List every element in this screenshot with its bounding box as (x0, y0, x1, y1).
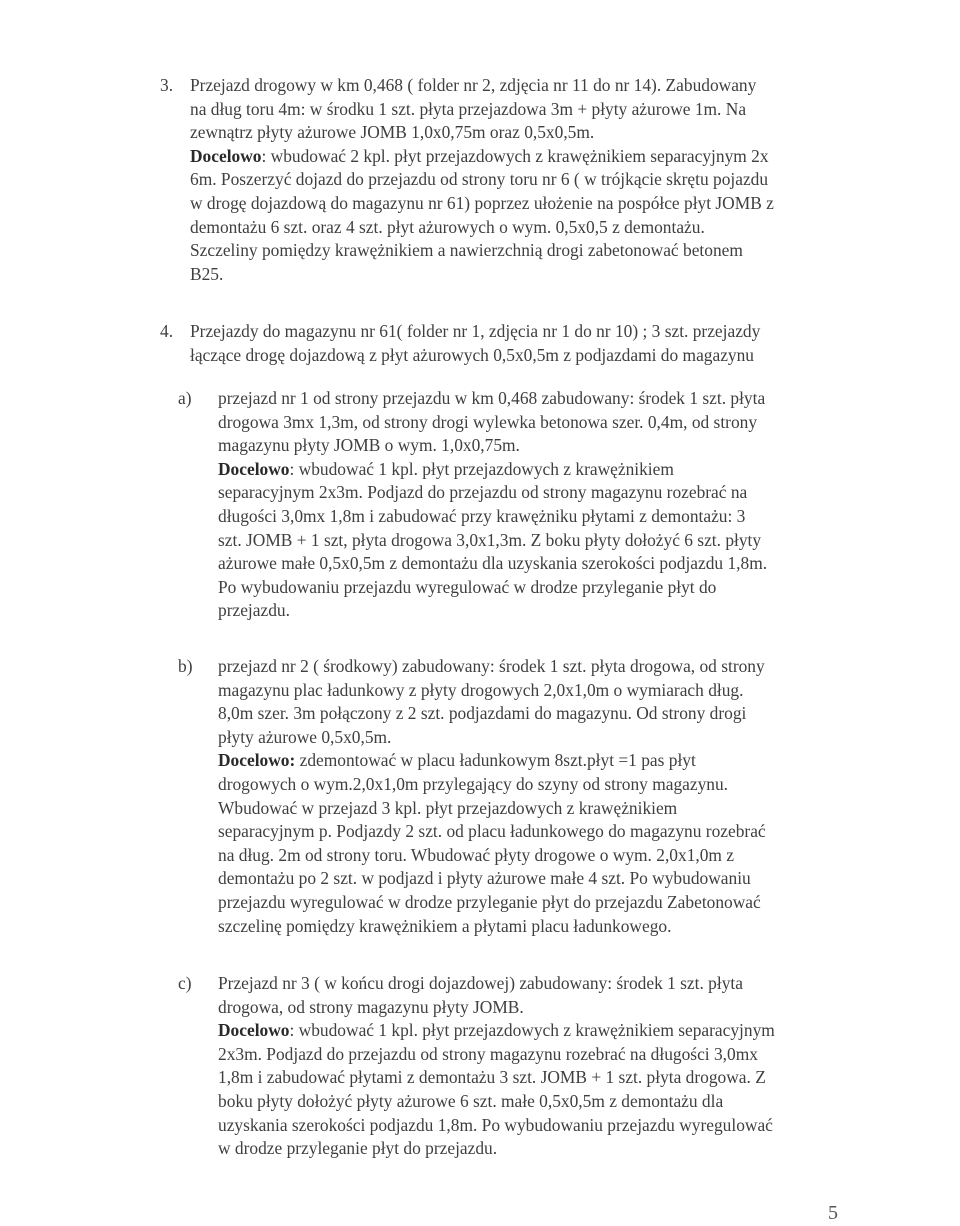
bold-label: Docelowo (218, 1020, 290, 1041)
line-text: szczelinę pomiędzy krawężnikiem a płytami placu ładunkowego. (218, 915, 672, 936)
line-text: Wbudować w przejazd 3 kpl. płyt przejazdowych z krawężnikiem (218, 797, 678, 818)
text-line (218, 844, 898, 868)
line-text: magazynu płyty JOMB o wym. 1,0x0,75m. (218, 435, 520, 456)
line-text: boku płyty dołożyć płyty ażurowe 6 szt. małe 0,5x0,5m z demontażu dla (218, 1090, 724, 1111)
text-line (218, 434, 898, 458)
text-line (218, 679, 898, 703)
text-line (190, 263, 890, 287)
line-text: : wbudować 1 kpl. płyt przejazdowych z krawężnikiem separacyjnym (289, 1020, 775, 1041)
line-text: drogowa 3mx 1,3m, od strony drogi wylewka betonowa szer. 0,4m, od strony (218, 411, 758, 432)
section-number: 3. (160, 75, 174, 95)
line-text: ażurowe małe 0,5x0,5m z demontażu dla uzyskania szerokości podjazdu 1,8m. (218, 553, 768, 574)
text-line (218, 820, 898, 844)
section-4 (160, 320, 890, 367)
text-line (218, 458, 898, 482)
subsection-c (178, 972, 898, 1161)
line-text: demontażu po 2 szt. w podjazd i płyty ażurowe małe 4 szt. Po wybudowaniu (218, 868, 751, 889)
text-line (218, 387, 898, 411)
text-line (218, 655, 898, 679)
text-line (218, 797, 898, 821)
text-line (218, 773, 898, 797)
text-line (218, 702, 898, 726)
text-line (218, 1066, 898, 1090)
text-line (218, 749, 898, 773)
text-line (218, 1090, 898, 1114)
text-line (190, 192, 890, 216)
subsection-text (218, 387, 898, 623)
line-text: szt. JOMB + 1 szt, płyta drogowa 3,0x1,3m. Z boku płyty dołożyć 6 szt. płyty (218, 529, 762, 550)
line-text: przejazdu wyregulować w drodze przyleganie płyt do przejazdu Zabetonować (218, 891, 761, 912)
text-line (190, 344, 890, 368)
line-text: przejazd nr 1 od strony przejazdu w km 0,468 zabudowany: środek 1 szt. płyta (218, 388, 766, 408)
subsection-a (178, 387, 898, 623)
line-text: B25. (190, 263, 224, 284)
line-text: Szczeliny pomiędzy krawężnikiem a nawierzchnią drogi zabetonować betonem (190, 240, 743, 261)
text-line (218, 891, 898, 915)
section-text (190, 320, 890, 367)
text-line (190, 145, 890, 169)
line-text: Przejazd drogowy w km 0,468 ( folder nr 2, zdjęcia nr 11 do nr 14). Zabudowany (190, 75, 757, 95)
text-line (218, 505, 898, 529)
section-text (190, 74, 890, 286)
line-text: na dług toru 4m: w środku 1 szt. płyta przejazdowa 3m + płyty ażurowe 1m. Na (190, 98, 747, 119)
bold-label: Docelowo: (218, 750, 296, 771)
line-text: separacyjnym 2x3m. Podjazd do przejazdu od strony magazynu rozebrać na (218, 482, 748, 503)
text-line (190, 239, 890, 263)
line-text: długości 3,0mx 1,8m i zabudować przy krawężniku płytami z demontażu: 3 (218, 505, 746, 526)
text-line (218, 867, 898, 891)
section-number: 4. (160, 321, 174, 341)
line-text: przejazd nr 2 ( środkowy) zabudowany: środek 1 szt. płyta drogowa, od strony (218, 656, 765, 676)
text-line (218, 576, 898, 600)
bold-label: Docelowo (218, 458, 290, 479)
line-text: 8,0m szer. 3m połączony z 2 szt. podjazdami do magazynu. Od strony drogi (218, 703, 747, 724)
text-line (190, 168, 890, 192)
text-line (218, 972, 898, 996)
text-line (190, 320, 890, 344)
subsection-label: c) (178, 973, 192, 993)
text-line (190, 74, 890, 98)
page-number: 5 (828, 1202, 838, 1224)
text-line (218, 1043, 898, 1067)
text-line (218, 1137, 898, 1161)
text-line (190, 98, 890, 122)
subsection-label: b) (178, 656, 193, 676)
subsection-label: a) (178, 388, 192, 408)
bold-label: Docelowo (190, 145, 262, 166)
text-line (218, 599, 898, 623)
line-text: w drogę dojazdową do magazynu nr 61) poprzez ułożenie na pospółce płyt JOMB z (190, 192, 774, 213)
line-text: drogowa, od strony magazynu płyty JOMB. (218, 996, 524, 1017)
line-text: Przejazd nr 3 ( w końcu drogi dojazdowej) zabudowany: środek 1 szt. płyta (218, 973, 743, 993)
text-line (218, 552, 898, 576)
subsection-text (218, 972, 898, 1161)
line-text: 2x3m. Podjazd do przejazdu od strony magazynu rozebrać na długości 3,0mx (218, 1043, 758, 1064)
subsection-b (178, 655, 898, 938)
line-text: w drodze przyleganie płyt do przejazdu. (218, 1138, 498, 1159)
text-line (218, 726, 898, 750)
text-line (218, 1019, 898, 1043)
text-line (190, 121, 890, 145)
text-line (218, 411, 898, 435)
section-3 (160, 74, 890, 286)
text-line (190, 216, 890, 240)
line-text: magazynu plac ładunkowy z płyty drogowych 2,0x1,0m o wymiarach dług. (218, 679, 744, 700)
text-line (218, 915, 898, 939)
text-line (218, 996, 898, 1020)
line-text: łączące drogę dojazdową z płyt ażurowych 0,5x0,5m z podjazdami do magazynu (190, 344, 755, 365)
line-text: : wbudować 1 kpl. płyt przejazdowych z krawężnikiem (289, 458, 674, 479)
line-text: na dług. 2m od strony toru. Wbudować płyty drogowe o wym. 2,0x1,0m z (218, 844, 735, 865)
text-line (218, 529, 898, 553)
line-text: : wbudować 2 kpl. płyt przejazdowych z krawężnikiem separacyjnym 2x (261, 145, 769, 166)
line-text: uzyskania szerokości podjazdu 1,8m. Po wybudowaniu przejazdu wyregulować (218, 1114, 773, 1135)
line-text: demontażu 6 szt. oraz 4 szt. płyt ażurowych o wym. 0,5x0,5 z demontażu. (190, 216, 705, 237)
line-text: separacyjnym p. Podjazdy 2 szt. od placu ładunkowego do magazynu rozebrać (218, 821, 766, 842)
line-text: Po wybudowaniu przejazdu wyregulować w drodze przyleganie płyt do (218, 576, 717, 597)
line-text: zewnątrz płyty ażurowe JOMB 1,0x0,75m oraz 0,5x0,5m. (190, 122, 595, 143)
line-text: 6m. Poszerzyć dojazd do przejazdu od strony toru nr 6 ( w trójkącie skrętu pojazdu (190, 169, 769, 190)
text-line (218, 1114, 898, 1138)
text-line (218, 481, 898, 505)
subsection-text (218, 655, 898, 938)
line-text: Przejazdy do magazynu nr 61( folder nr 1, zdjęcia nr 1 do nr 10) ; 3 szt. przejazdy (190, 321, 761, 341)
line-text: płyty ażurowe 0,5x0,5m. (218, 726, 392, 747)
line-text: przejazdu. (218, 600, 290, 621)
line-text: zdemontować w placu ładunkowym 8szt.płyt =1 pas płyt (295, 750, 696, 771)
line-text: 1,8m i zabudować płytami z demontażu 3 szt. JOMB + 1 szt. płyta drogowa. Z (218, 1067, 766, 1088)
line-text: drogowych o wym.2,0x1,0m przylegający do szyny od strony magazynu. (218, 773, 729, 794)
